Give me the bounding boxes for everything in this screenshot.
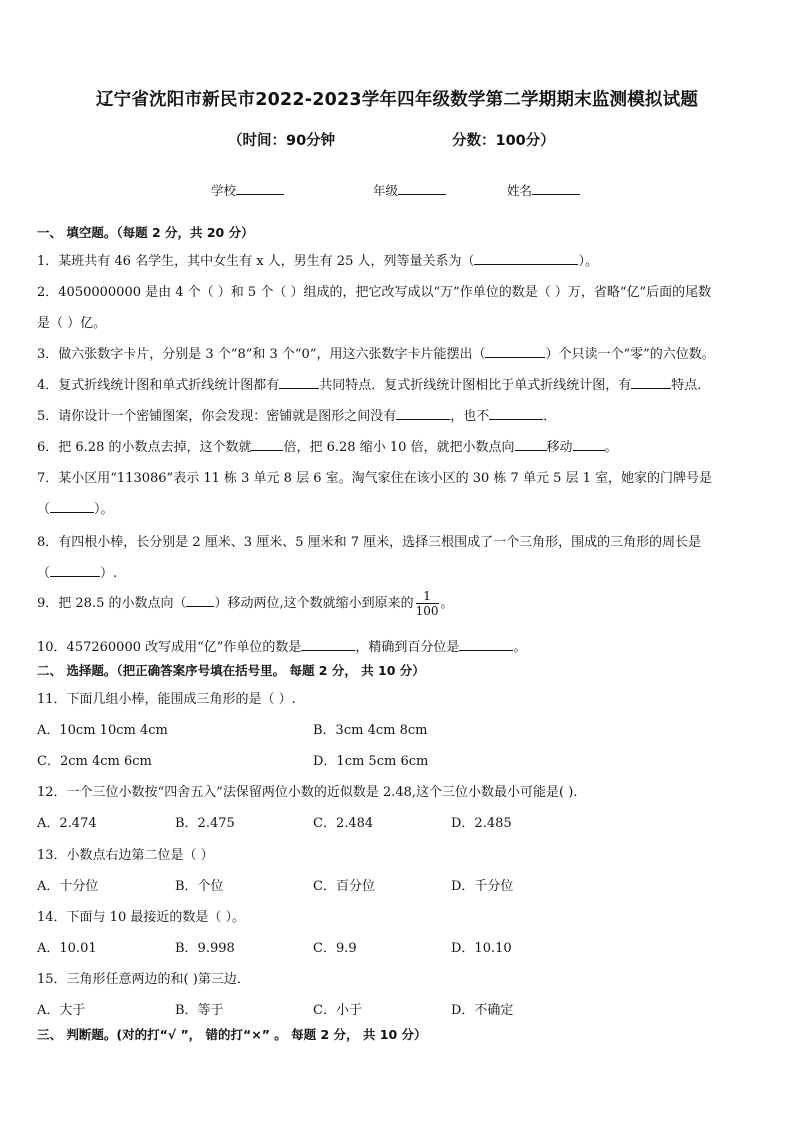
question-14: 14．下面与 10 最接近的数是（ ）。 bbox=[37, 910, 245, 925]
question-6: 6．把 6.28 的小数点去掉，这个数就 倍，把 6.28 缩小 10 倍，就把小数点向 移动 。 bbox=[37, 440, 618, 455]
question-1: 1．某班共有 46 名学生，其中女生有 x 人，男生有 25 人，列等量关系为（ ）。 bbox=[37, 254, 598, 269]
option-a[interactable]: A．10cm 10cm 4cm bbox=[37, 723, 168, 738]
option-c[interactable]: C．9.9 bbox=[313, 941, 357, 956]
option-a[interactable]: A．大于 bbox=[37, 1003, 86, 1018]
question-8-cont: （ ）. bbox=[37, 566, 118, 581]
option-d[interactable]: D．1cm 5cm 6cm bbox=[313, 754, 429, 769]
grade-label: 年级 bbox=[373, 183, 399, 198]
option-d[interactable]: D．2.485 bbox=[451, 816, 512, 831]
question-13: 13．小数点右边第二位是（ ） bbox=[37, 848, 214, 863]
answer-blank[interactable] bbox=[459, 638, 513, 651]
option-a[interactable]: A．10.01 bbox=[37, 941, 97, 956]
section-true-false: 三、 判断题。(对的打“√ ”， 错的打“×” 。 每题 2 分， 共 10 分） bbox=[37, 1027, 427, 1042]
question-2: 2．4050000000 是由 4 个（ ）和 5 个（ ）组成的，把它改写成以“万”作单位的数是（ ）万，省略“亿”后面的尾数 bbox=[37, 285, 712, 300]
question-15: 15．三角形任意两边的和( )第三边． bbox=[37, 972, 250, 987]
option-b[interactable]: B．个位 bbox=[175, 879, 224, 894]
question-8: 8．有四根小棒，长分别是 2 厘米、3 厘米、5 厘米和 7 厘米，选择三根围成了一个三角形，围成的三角形的周长是 bbox=[37, 535, 702, 550]
option-c[interactable]: C．2.484 bbox=[313, 816, 374, 831]
school-label: 学校 bbox=[211, 183, 237, 198]
answer-blank[interactable] bbox=[489, 407, 543, 420]
option-c[interactable]: C．小于 bbox=[313, 1003, 362, 1018]
question-10: 10．457260000 改写成用“亿”作单位的数是 ，精确到百分位是 。 bbox=[37, 640, 527, 655]
question-3: 3．做六张数字卡片，分别是 3 个“8”和 3 个“0”，用这六张数字卡片能摆出（ ）个只读一个“零”的六位数。 bbox=[37, 347, 715, 362]
question-5: 5．请你设计一个密铺图案，你会发现：密铺就是图形之间没有 ，也不 ． bbox=[37, 409, 557, 424]
answer-blank[interactable] bbox=[50, 564, 100, 577]
answer-blank[interactable] bbox=[474, 252, 578, 265]
option-d[interactable]: D．10.10 bbox=[451, 941, 512, 956]
grade-field bbox=[373, 181, 446, 199]
question-11: 11．下面几组小棒，能围成三角形的是（ ）. bbox=[37, 692, 296, 707]
name-label: 姓名 bbox=[507, 183, 533, 198]
question-2-cont: 是（ ）亿。 bbox=[37, 316, 107, 331]
question-7-cont: （ ）。 bbox=[37, 502, 114, 517]
answer-blank[interactable] bbox=[279, 376, 319, 389]
answer-blank[interactable] bbox=[301, 638, 355, 651]
answer-blank[interactable] bbox=[631, 376, 671, 389]
question-4: 4．复式折线统计图和单式折线统计图都有 共同特点．复式折线统计图相比于单式折线统计图，有 特点． bbox=[37, 378, 711, 393]
name-blank[interactable] bbox=[532, 182, 580, 195]
answer-blank[interactable] bbox=[50, 500, 94, 513]
question-9: 9．把 28.5 的小数点向（ ）移动两位,这个数就缩小到原来的 $\frac{1}{100}$ 。 bbox=[37, 589, 454, 618]
section-choice: 二、 选择题。（把正确答案序号填在括号里。 每题 2 分， 共 10 分） bbox=[37, 663, 425, 678]
answer-blank[interactable] bbox=[573, 438, 605, 451]
option-b[interactable]: B．等于 bbox=[175, 1003, 224, 1018]
question-7: 7．某小区用“113086”表示 11 栋 3 单元 8 层 6 室。淘气家住在该小区的 30 栋 7 单元 5 层 1 室，她家的门牌号是 bbox=[37, 471, 713, 486]
answer-blank[interactable] bbox=[515, 438, 547, 451]
school-field bbox=[211, 181, 284, 199]
option-a[interactable]: A．2.474 bbox=[37, 816, 97, 831]
option-d[interactable]: D．千分位 bbox=[451, 879, 514, 894]
answer-blank[interactable] bbox=[186, 594, 214, 607]
option-a[interactable]: A．十分位 bbox=[37, 879, 99, 894]
page-title: 辽宁省沈阳市新民市2022-2023学年四年级数学第二学期期末监测模拟试题 bbox=[95, 90, 699, 110]
question-12: 12．一个三位小数按“四舍五入”法保留两位小数的近似数是 2.48,这个三位小数最小可能是( ). bbox=[37, 785, 578, 800]
option-c[interactable]: C．百分位 bbox=[313, 879, 375, 894]
grade-blank[interactable] bbox=[398, 182, 446, 195]
option-b[interactable]: B．3cm 4cm 8cm bbox=[313, 723, 428, 738]
option-d[interactable]: D．不确定 bbox=[451, 1003, 514, 1018]
answer-blank[interactable] bbox=[396, 407, 450, 420]
name-field bbox=[507, 181, 580, 199]
time-label: （时间：90分钟 bbox=[228, 133, 336, 149]
option-c[interactable]: C．2cm 4cm 6cm bbox=[37, 754, 152, 769]
option-b[interactable]: B．9.998 bbox=[175, 941, 235, 956]
fraction: $\frac{1}{100}$ bbox=[415, 589, 439, 618]
answer-blank[interactable] bbox=[485, 345, 545, 358]
school-blank[interactable] bbox=[236, 182, 284, 195]
answer-blank[interactable] bbox=[251, 438, 283, 451]
section-fill-in: 一、 填空题。（每题 2 分，共 20 分） bbox=[37, 225, 254, 240]
score-label: 分数：100分） bbox=[452, 133, 555, 149]
option-b[interactable]: B．2.475 bbox=[175, 816, 235, 831]
